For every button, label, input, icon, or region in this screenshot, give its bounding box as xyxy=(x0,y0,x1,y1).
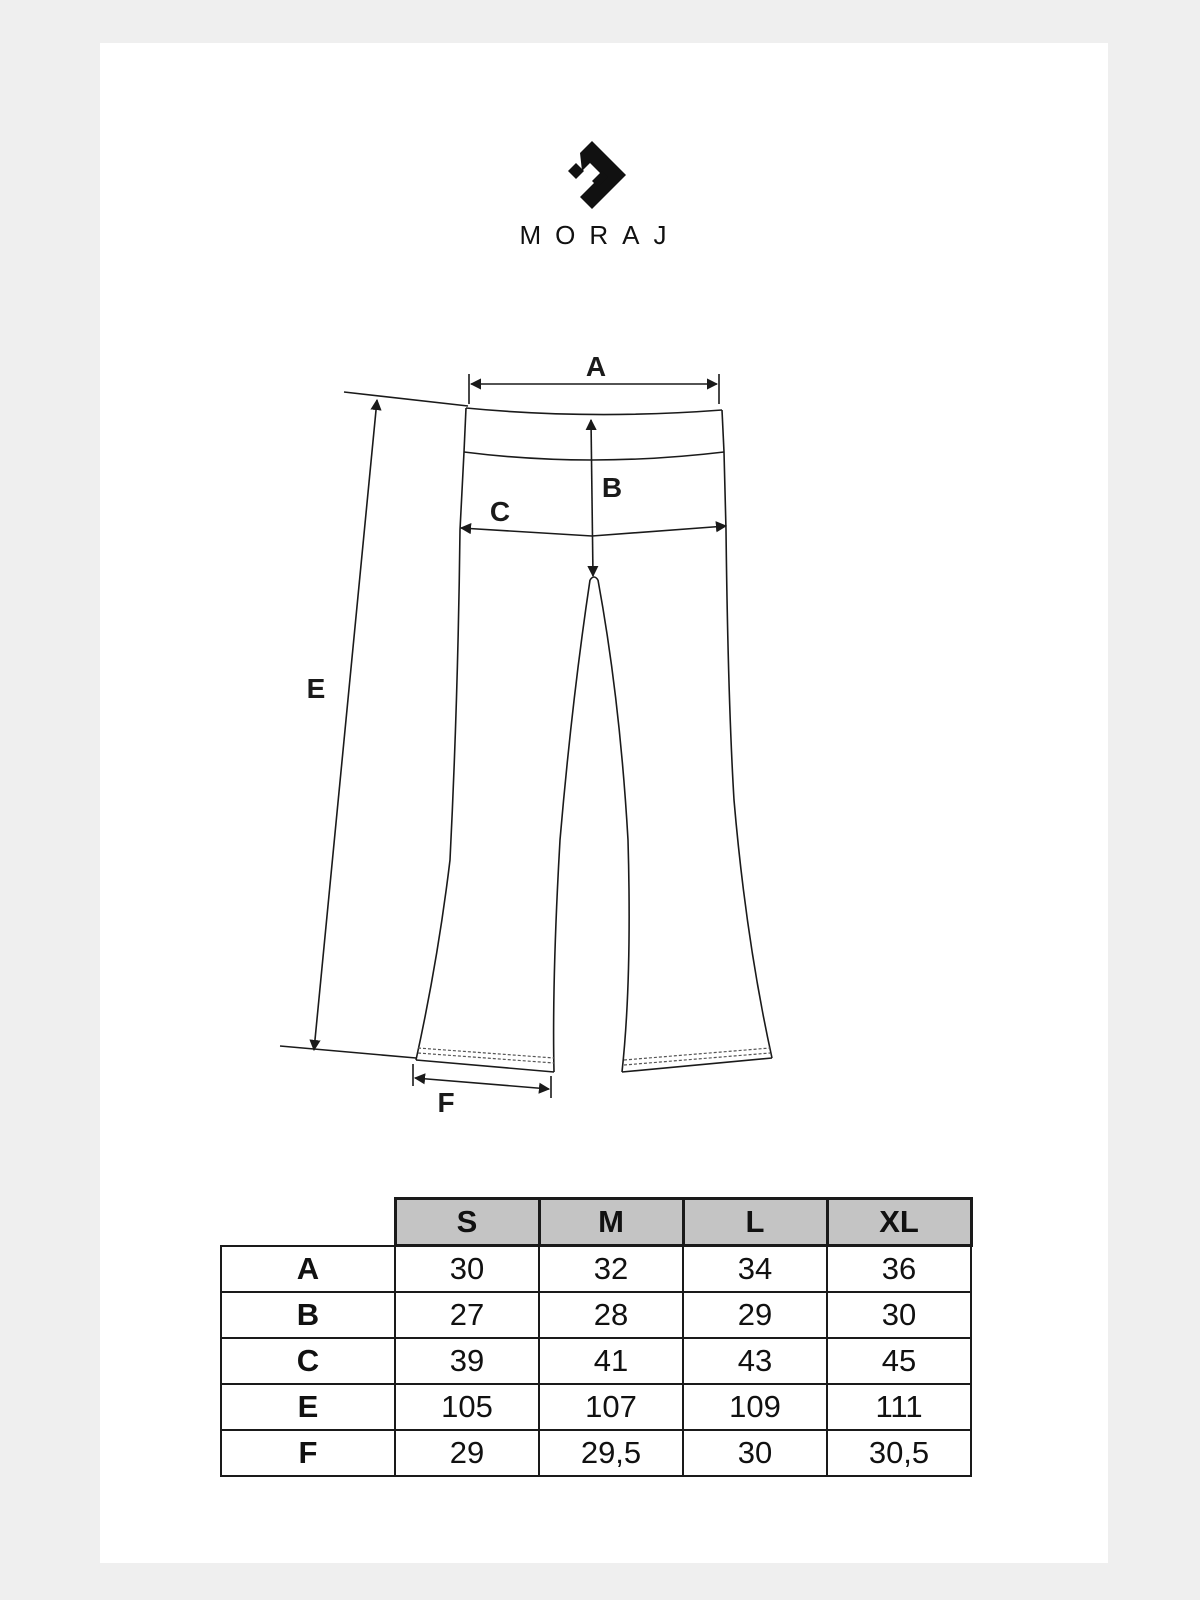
label-f: F xyxy=(437,1087,455,1118)
size-header-m: M xyxy=(539,1199,683,1246)
table-cell: 28 xyxy=(539,1292,683,1338)
measure-c xyxy=(461,526,726,536)
table-row xyxy=(221,1384,971,1430)
table-cell: 109 xyxy=(683,1384,827,1430)
table-cell: 34 xyxy=(683,1246,827,1293)
label-b: B xyxy=(601,472,623,503)
measure-e xyxy=(280,392,468,1058)
size-header-s: S xyxy=(395,1199,539,1246)
brand-name: MORAJ xyxy=(519,220,681,250)
row-label-f: F xyxy=(221,1430,395,1476)
table-cell: 111 xyxy=(827,1384,971,1430)
table-cell: 29 xyxy=(395,1430,539,1476)
table-cell: 36 xyxy=(827,1246,971,1293)
table-cell: 105 xyxy=(395,1384,539,1430)
size-header-row xyxy=(221,1199,971,1246)
row-label-e: E xyxy=(221,1384,395,1430)
pants-outline xyxy=(416,408,772,1072)
size-header-xl: XL xyxy=(827,1199,971,1246)
table-cell: 107 xyxy=(539,1384,683,1430)
table-cell: 45 xyxy=(827,1338,971,1384)
table-corner xyxy=(221,1199,395,1246)
row-label-a: A xyxy=(221,1246,395,1293)
row-label-c: C xyxy=(221,1338,395,1384)
label-e: E xyxy=(306,673,326,704)
table-row xyxy=(221,1292,971,1338)
table-cell: 27 xyxy=(395,1292,539,1338)
table-cell: 30 xyxy=(827,1292,971,1338)
table-cell: 43 xyxy=(683,1338,827,1384)
row-label-b: B xyxy=(221,1292,395,1338)
table-cell: 39 xyxy=(395,1338,539,1384)
measure-f xyxy=(413,1064,551,1098)
table-cell: 29 xyxy=(683,1292,827,1338)
size-header-l: L xyxy=(683,1199,827,1246)
label-a: A xyxy=(585,351,607,382)
table-cell: 29,5 xyxy=(539,1430,683,1476)
table-cell: 30 xyxy=(683,1430,827,1476)
table-cell: 32 xyxy=(539,1246,683,1293)
label-c: C xyxy=(489,496,511,527)
table-row xyxy=(221,1430,971,1476)
measure-b xyxy=(591,420,593,576)
table-cell: 41 xyxy=(539,1338,683,1384)
table-cell: 30 xyxy=(395,1246,539,1293)
table-cell: 30,5 xyxy=(827,1430,971,1476)
table-row xyxy=(221,1246,971,1293)
table-row xyxy=(221,1338,971,1384)
size-table xyxy=(220,1197,973,1477)
